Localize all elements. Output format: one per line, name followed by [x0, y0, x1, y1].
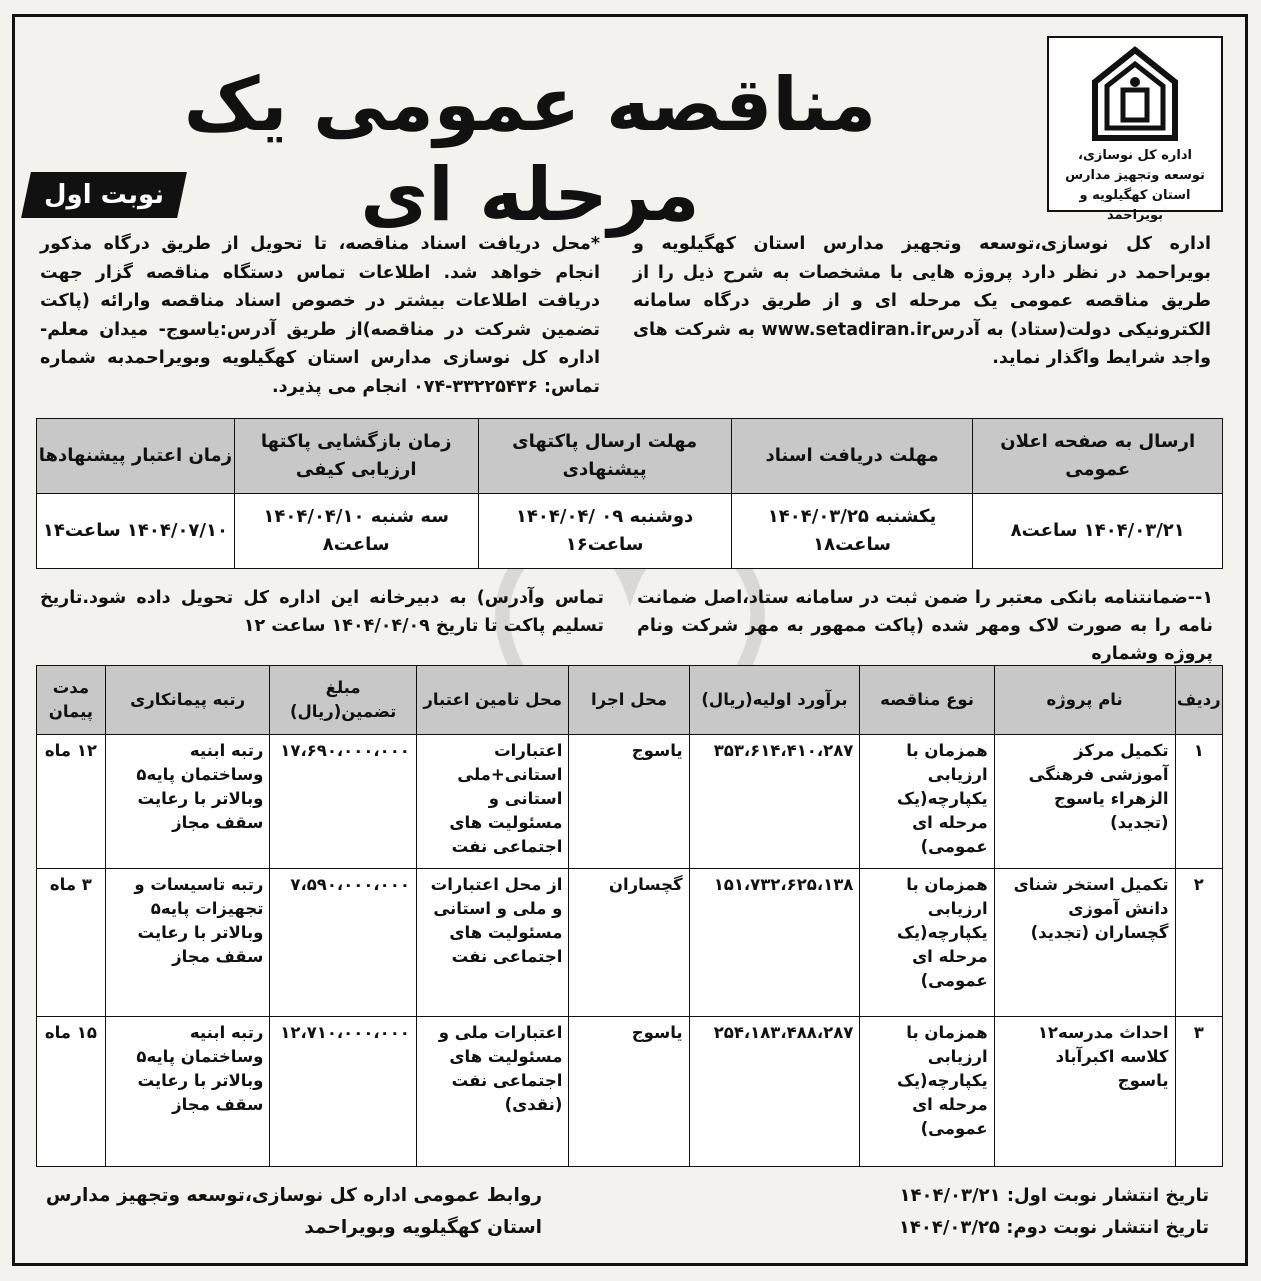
project-cell: ۱۷،۶۹۰،۰۰۰،۰۰۰	[270, 735, 416, 869]
project-cell: ۱۵ ماه	[37, 1017, 106, 1167]
project-cell: همزمان با ارزیابی یکپارچه(یک مرحله ای عمومی)	[860, 735, 994, 869]
project-cell: ۷،۵۹۰،۰۰۰،۰۰۰	[270, 869, 416, 1017]
project-cell: اعتبارات ملی و مسئولیت های اجتماعی نفت (نقدی)	[416, 1017, 569, 1167]
project-cell: رتبه تاسیسات و تجهیزات پایه۵ وبالاتر با رعایت سقف مجاز	[105, 869, 270, 1017]
projects-header: نام پروژه	[994, 666, 1175, 735]
schedule-cell: سه شنبه ۱۴۰۴/۰۴/۱۰ ساعت۸	[234, 494, 478, 569]
project-cell: ۲	[1175, 869, 1222, 1017]
project-cell: همزمان با ارزیابی یکپارچه(یک مرحله ای عمومی)	[860, 1017, 994, 1167]
guarantee-condition: ۱--ضمانتنامه بانکی معتبر را ضمن ثبت در سامانه ستاد،اصل ضمانت نامه را به صورت لاک ومهر شده (پاکت ممهور به مهر شرکت ونام پروژه وشماره	[637, 588, 1213, 664]
projects-header: برآورد اولیه(ریال)	[689, 666, 860, 735]
project-cell: ۲۵۴،۱۸۳،۴۸۸،۲۸۷	[689, 1017, 860, 1167]
schedule-cell: یکشنبه ۱۴۰۴/۰۳/۲۵ ساعت۱۸	[731, 494, 973, 569]
table-row	[37, 869, 1223, 1017]
projects-header: محل تامین اعتبار	[416, 666, 569, 735]
project-cell: ۱۲ ماه	[37, 735, 106, 869]
intro-paragraph: اداره کل نوسازی،توسعه وتجهیز مدارس استان کهگیلویه و بویراحمد در نظر دارد پروژه هایی با مشخصات به شرح ذیل را از طریق مناقصه عمومی یک مرحله ای و از طریق درگاه سامانه الکترونیکی دولت(ستاد) به آدرسwww.setadiran.ir به شرکت های واجد شرایط واگذار نماید.	[633, 234, 1211, 368]
project-cell: یاسوج	[569, 1017, 689, 1167]
logo-line-1: اداره کل نوسازی،	[1078, 148, 1192, 163]
schedule-cell: دوشنبه ۰۹ /۱۴۰۴/۰۴ ساعت۱۶	[478, 494, 731, 569]
project-cell: از محل اعتبارات و ملی و استانی مسئولیت های اجتماعی نفت	[416, 869, 569, 1017]
publish-date-first: تاریخ انتشار نوبت اول: ۱۴۰۴/۰۳/۲۱	[899, 1185, 1209, 1206]
round-badge	[21, 172, 187, 218]
projects-header: محل اجرا	[569, 666, 689, 735]
project-cell: تکمیل مرکز آموزشی فرهنگی الزهراء یاسوج (تجدید)	[994, 735, 1175, 869]
schedule-header: زمان اعتبار پیشنهادها	[37, 419, 235, 494]
schedule-cell: ۱۴۰۴/۰۷/۱۰ ساعت۱۴	[37, 494, 235, 569]
project-cell: رتبه ابنیه وساختمان پایه۵ وبالاتر با رعایت سقف مجاز	[105, 735, 270, 869]
project-cell: گچساران	[569, 869, 689, 1017]
schedule-header: ارسال به صفحه اعلان عمومی	[973, 419, 1223, 494]
public-relations-signature: روابط عمومی اداره کل نوسازی،توسعه وتجهیز مدارس استان کهگیلویه وبویراحمد	[45, 1185, 542, 1238]
table-row	[37, 735, 1223, 869]
projects-header: نوع مناقصه	[860, 666, 994, 735]
project-cell: ۱۵۱،۷۳۲،۶۲۵،۱۳۸	[689, 869, 860, 1017]
schedule-table	[36, 418, 1223, 569]
project-cell: ۳۵۳،۶۱۴،۴۱۰،۲۸۷	[689, 735, 860, 869]
publish-date-second: تاریخ انتشار نوبت دوم: ۱۴۰۴/۰۳/۲۵	[898, 1217, 1209, 1238]
project-cell: تکمیل استخر شنای دانش آموزی گچساران (تجدید)	[994, 869, 1175, 1017]
schedule-header: زمان بازگشایی پاکتها ارزیابی کیفی	[234, 419, 478, 494]
publication-dates	[899, 1180, 1209, 1244]
project-cell: ۳	[1175, 1017, 1222, 1167]
organization-logo	[1047, 36, 1223, 223]
round-label: نوبت اول	[43, 180, 165, 210]
project-cell: احداث مدرسه۱۲ کلاسه اکبرآباد یاسوج	[994, 1017, 1175, 1167]
schedule-header: مهلت ارسال پاکتهای پیشنهادی	[478, 419, 731, 494]
projects-header: ردیف	[1175, 666, 1222, 735]
project-cell: ۱۲،۷۱۰،۰۰۰،۰۰۰	[270, 1017, 416, 1167]
projects-header: مدت پیمان	[37, 666, 106, 735]
emblem-icon	[1087, 46, 1183, 142]
projects-header: مبلغ تضمین(ریال)	[270, 666, 416, 735]
guarantee-condition-cont: تماس وآدرس) به دبیرخانه این اداره کل تحویل داده شود.تاریخ تسلیم پاکت تا تاریخ ۱۴۰۴/۰۴/۰۹ ساعت ۱۲	[40, 588, 604, 636]
project-cell: یاسوج	[569, 735, 689, 869]
project-cell: همزمان با ارزیابی یکپارچه(یک مرحله ای عمومی)	[860, 869, 994, 1017]
table-row	[37, 1017, 1223, 1167]
schedule-header: مهلت دریافت اسناد	[731, 419, 973, 494]
project-cell: ۳ ماه	[37, 869, 106, 1017]
projects-header: رتبه پیمانکاری	[105, 666, 270, 735]
logo-line-2: توسعه وتجهیز مدارس	[1065, 168, 1205, 183]
schedule-cell: ۱۴۰۴/۰۳/۲۱ ساعت۸	[973, 494, 1223, 569]
page-title: مناقصه عمومی یک مرحله ای	[183, 62, 877, 238]
project-cell: ۱	[1175, 735, 1222, 869]
project-cell: اعتبارات استانی+ملی استانی و مسئولیت های اجتماعی نفت	[416, 735, 569, 869]
logo-line-3: استان کهگیلویه و بویراحمد	[1079, 188, 1191, 223]
projects-table	[36, 665, 1223, 1167]
contact-paragraph: *محل دریافت اسناد مناقصه، تا تحویل از طریق درگاه مذکور انجام خواهد شد. اطلاعات تماس دستگاه مناقصه گزار جهت دریافت اطلاعات بیشتر در خصوص اسناد مناقصه وارائه (پاکت تضمین شرکت در مناقصه)از طریق آدرس:یاسوج- میدان معلم- اداره کل نوسازی مدارس استان کهگیلویه وبویراحمدبه شماره تماس: ۳۳۲۲۵۴۳۶-۰۷۴ انجام می پذیرد.	[40, 234, 600, 397]
project-cell: رتبه ابنیه وساختمان پایه۵ وبالاتر با رعایت سقف مجاز	[105, 1017, 270, 1167]
